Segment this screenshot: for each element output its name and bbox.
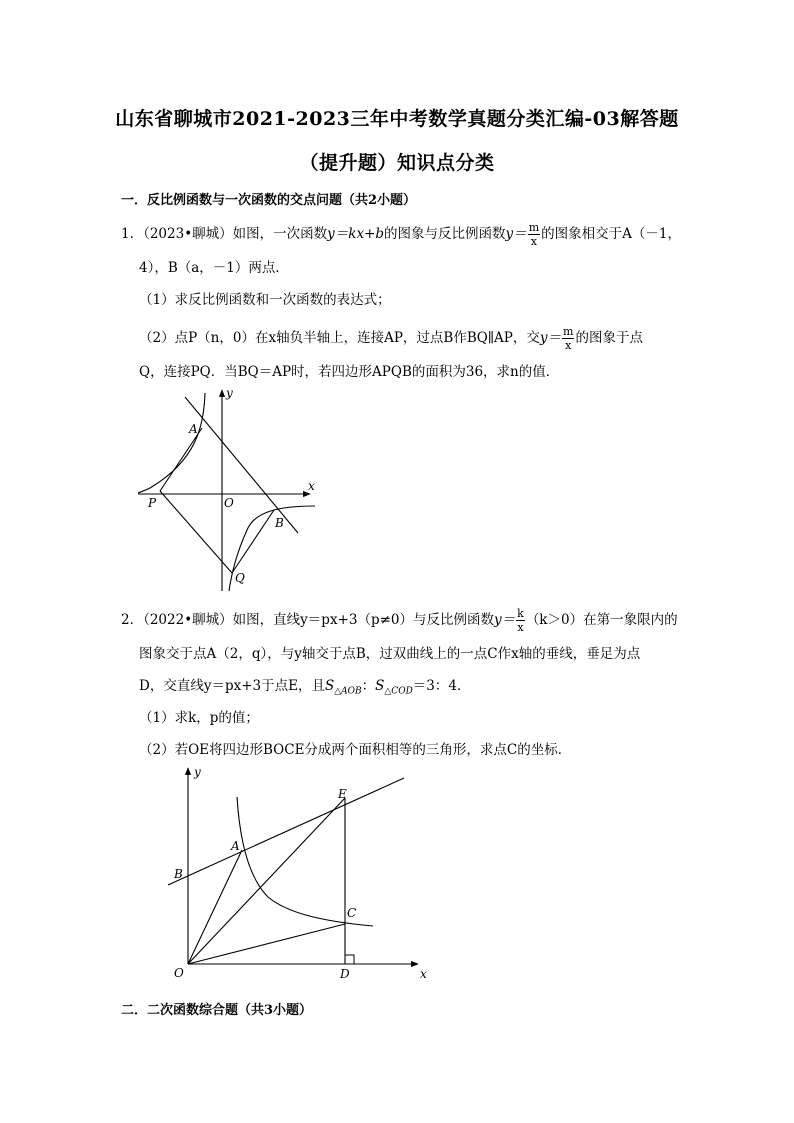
q2-line1-d: （k＞0）在第一象限内的 — [525, 612, 678, 628]
q1-segment-ap — [160, 428, 202, 491]
q1-fraction-den: x — [530, 235, 538, 248]
q2-line3-s2: S — [375, 678, 385, 694]
document-title-line2: （提升题）知识点分类 — [299, 152, 495, 174]
q1-label-a: A — [189, 422, 198, 436]
q2-figure — [168, 764, 440, 986]
q1-part2-fraction-den: x — [565, 339, 572, 352]
q2-line3-end: ＝3：4． — [412, 678, 471, 694]
q1-part2-fraction — [562, 326, 574, 351]
q2-label-b: B — [174, 867, 183, 881]
q2-line1 — [121, 608, 678, 633]
q1-line1-f: A（－1， — [622, 226, 681, 242]
q2-label-o: O — [174, 966, 184, 980]
q2-line1-b: y＝px+3（p≠0）与反比例函数 — [300, 612, 494, 628]
q1-label-b: B — [275, 516, 284, 530]
q1-line1-d: y＝ — [505, 226, 527, 242]
q2-segment-oe — [188, 798, 345, 964]
q1-part1: （1）求反比例函数和一次函数的表达式； — [139, 292, 391, 308]
q1-part2-fraction-num: m — [563, 325, 574, 338]
q2-fraction-num: k — [517, 607, 524, 620]
q2-part2: （2）若OE将四边形BOCE分成两个面积相等的三角形，求点C的坐标． — [139, 742, 572, 758]
q2-line3-sub2: △COD — [384, 686, 413, 697]
q1-line1-e: 的图象相交于 — [541, 226, 623, 242]
q1-label-o: O — [224, 496, 234, 510]
q2-label-y: y — [194, 765, 201, 779]
q2-part1: （1）求k，p的值； — [139, 710, 259, 726]
q1-label-x: x — [308, 479, 315, 493]
q1-hyperbola-left — [138, 393, 205, 493]
q2-line3 — [139, 680, 470, 697]
q1-part2-a: （2）点P（n，0）在x轴负半轴上，连接AP，过点B作BQ∥AP，交 — [139, 330, 540, 346]
q2-line3-sub1: △AOB — [334, 686, 362, 697]
q2-line2: 图象交于点A（2，q），与y轴交于点B，过双曲线上的一点C作x轴的垂线，垂足为点 — [139, 646, 641, 662]
q1-line1-a: 1．（2023•聊城）如图，一次函数 — [121, 226, 328, 242]
q1-line1 — [121, 222, 681, 247]
q1-label-p: P — [148, 496, 157, 510]
q1-part2-b: y＝ — [539, 330, 562, 346]
q2-line3-a: D，交直线y＝px+3于点E，且 — [139, 678, 325, 694]
q1-part2 — [139, 326, 643, 351]
section1-heading: 一．反比例函数与一次函数的交点问题（共2小题） — [121, 193, 417, 208]
q2-line3-mid: ： — [361, 678, 376, 694]
q2-right-angle-mark — [345, 955, 354, 964]
q1-line1-c: 的图象与反比例函数 — [384, 226, 506, 242]
q1-part2-continued: Q，连接PQ．当BQ＝AP时，若四边形APQB的面积为36，求n的值． — [139, 364, 560, 380]
q2-label-d: D — [340, 967, 350, 981]
q2-line1-a: 2．（2022•聊城）如图，直线 — [121, 612, 301, 628]
section2-heading: 二．二次函数综合题（共3小题） — [121, 1003, 313, 1018]
q1-part2-c: 的图象于点 — [575, 330, 643, 346]
q2-fraction-den: x — [517, 621, 524, 634]
q1-segment-qb — [232, 510, 274, 573]
q1-line-ab — [185, 397, 298, 533]
q1-figure — [130, 385, 330, 597]
q1-fraction-num: m — [528, 221, 540, 234]
q2-line-be — [168, 778, 404, 885]
q2-label-e: E — [338, 787, 347, 801]
q1-fraction — [528, 222, 540, 247]
q1-line1-b: y＝kx+b — [327, 226, 385, 242]
q2-fraction — [516, 608, 525, 633]
q2-segment-oa — [188, 850, 242, 964]
q1-segment-pq — [160, 491, 232, 573]
q2-line3-s1: S — [324, 678, 335, 694]
q1-label-q: Q — [235, 571, 245, 585]
q2-label-x: x — [420, 967, 427, 981]
q1-label-y: y — [226, 386, 233, 400]
q2-line1-c: y＝ — [494, 612, 516, 628]
q2-label-c: C — [347, 906, 357, 920]
q2-segment-oc — [188, 924, 345, 964]
document-title-line1: 山东省聊城市2021-2023三年中考数学真题分类汇编-03解答题 — [115, 108, 679, 130]
q1-line2: 4），B（a，－1）两点． — [139, 260, 289, 276]
q2-label-a: A — [231, 839, 240, 853]
